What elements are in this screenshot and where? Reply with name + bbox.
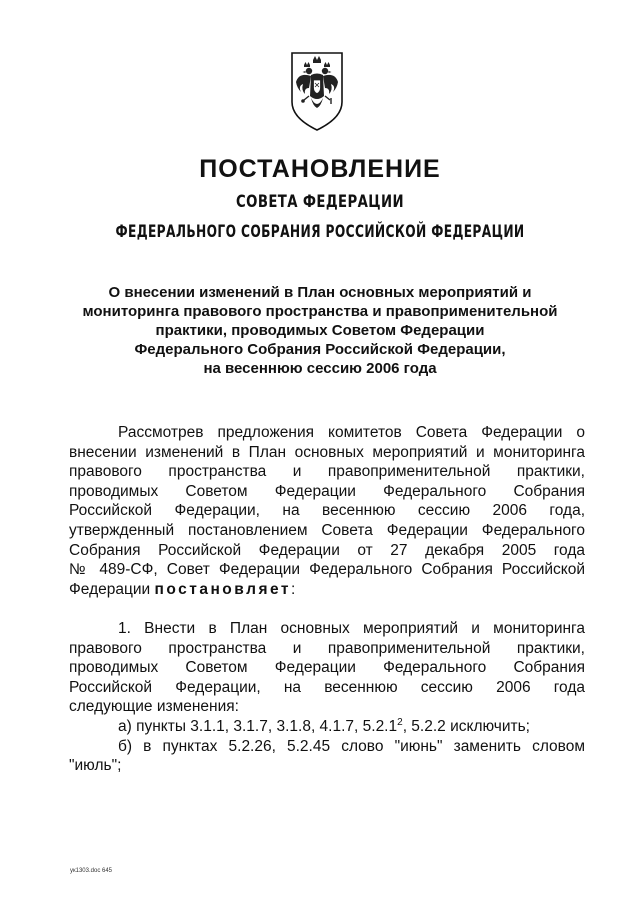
preamble-paragraph [69, 423, 585, 599]
resolution-colon: : [291, 580, 296, 598]
item-a-suffix: , 5.2.2 исключить; [402, 717, 530, 735]
paragraph-line: следующие изменения: [69, 698, 239, 716]
paragraph-line: № 489-СФ, Совет Федерации Федерального Собрания Российской [69, 561, 585, 579]
operative-paragraph [69, 619, 585, 776]
resolution-line [69, 580, 585, 600]
list-item-b-continuation: "июль"; [69, 757, 122, 775]
paragraph-line: внесении изменений в План основных мероприятий и мониторинга [69, 443, 585, 461]
paragraph-line: правового пространства и правоприменительной практики, [69, 463, 585, 481]
list-item-a [69, 717, 585, 737]
paragraph-line: правового пространства и правоприменительной практики, [69, 639, 585, 657]
resolution-prefix: Федерации [69, 580, 155, 598]
paragraph-line: Собрания Российской Федерации от 27 декабря 2005 года [69, 541, 585, 559]
paragraph-line: 1. Внести в План основных мероприятий и мониторинга [118, 620, 585, 637]
item-a-superscript: 2 [397, 716, 403, 728]
coat-of-arms-icon [289, 50, 345, 134]
file-code: ук1303.doc 645 [70, 868, 112, 874]
document-subject [70, 283, 570, 378]
item-a-text: а) пункты 3.1.1, 3.1.7, 3.1.8, 4.1.7, 5.2.1 [118, 717, 398, 735]
subject-line: мониторинга правового пространства и правоприменительной [82, 303, 558, 320]
paragraph-line: проводимых Советом Федерации Федерального Собрания [69, 482, 585, 500]
issuer-line-2: ФЕДЕРАЛЬНОГО СОБРАНИЯ РОССИЙСКОЙ ФЕДЕРАЦИИ [115, 222, 525, 242]
resolves-keyword: постановляет [154, 580, 291, 598]
paragraph-line: Российской Федерации, на весеннюю сессию 2006 года [69, 678, 585, 696]
subject-line: Федерального Собрания Российской Федерации, [134, 341, 506, 358]
subject-line: практики, проводимых Советом Федерации [155, 322, 485, 339]
document-type-title: ПОСТАНОВЛЕНИЕ [199, 155, 441, 183]
paragraph-line: Российской Федерации, на весеннюю сессию 2006 года, [69, 502, 585, 520]
paragraph-line: утвержденный постановлением Совета Федерации Федерального [69, 521, 585, 539]
issuer-line-1: СОВЕТА ФЕДЕРАЦИИ [236, 192, 404, 212]
paragraph-line: Рассмотрев предложения комитетов Совета Федерации о [118, 424, 585, 441]
subject-line: на весеннюю сессию 2006 года [203, 360, 437, 377]
paragraph-line: проводимых Советом Федерации Федерального Собрания [69, 659, 585, 677]
subject-line: О внесении изменений в План основных мероприятий и [108, 284, 532, 301]
list-item-b: б) в пунктах 5.2.26, 5.2.45 слово "июнь" заменить словом [118, 737, 585, 755]
